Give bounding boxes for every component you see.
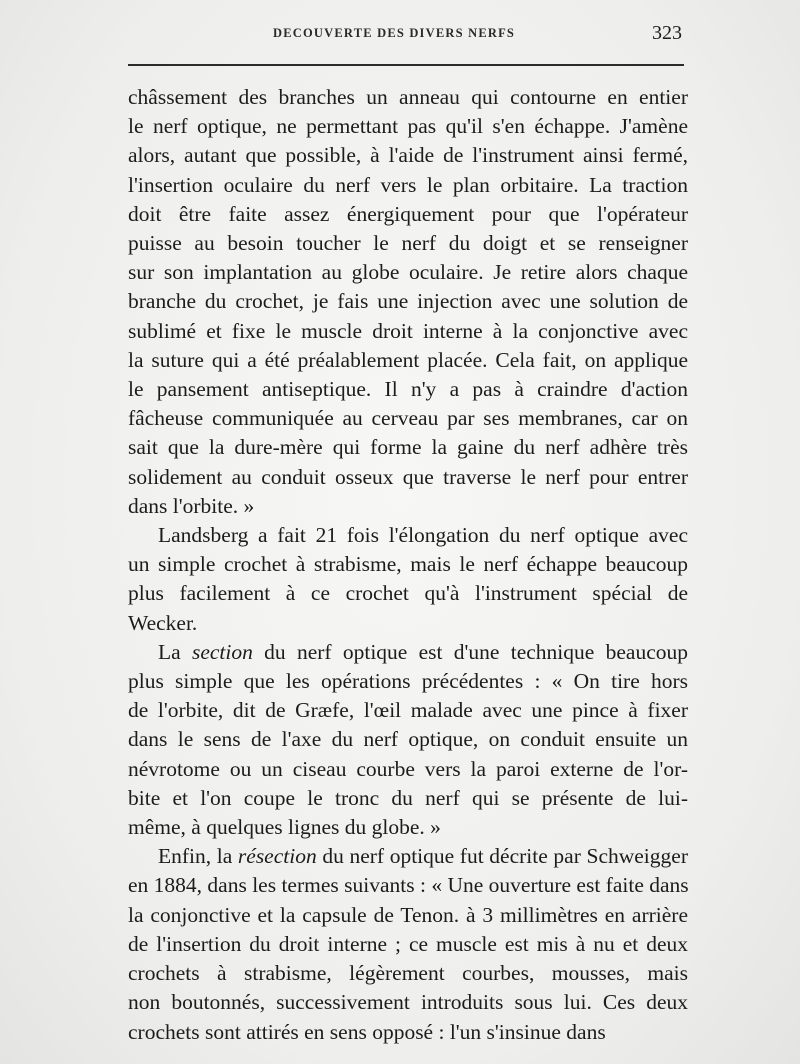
paragraph-p4	[128, 842, 688, 1046]
text-line: La section du nerf optique est d'une technique beaucoup	[158, 639, 688, 664]
body-text	[128, 83, 688, 1047]
running-title: DECOUVERTE DES DIVERS NERFS	[273, 26, 516, 40]
text-line: sur son implantation au globe oculaire. Je retire alors chaque	[128, 260, 688, 285]
text-line: sait que la dure-mère qui forme la gaine du nerf adhère très	[128, 435, 688, 460]
page-header	[128, 24, 688, 48]
text-line: branche du crochet, je fais une injection avec une solution de	[128, 289, 688, 314]
text-line: dans le sens de l'axe du nerf optique, on conduit ensuite un	[128, 727, 688, 752]
text-line: le nerf optique, ne permettant pas qu'il s'en échappe. J'amène	[128, 114, 688, 139]
text-line: le pansement antiseptique. Il n'y a pas à craindre d'action	[128, 377, 688, 402]
page-number: 323	[652, 22, 682, 44]
text-line: sublimé et fixe le muscle droit interne à la conjonctive avec	[128, 318, 688, 343]
text-line: Enfin, la résection du nerf optique fut décrite par Schweigger	[158, 844, 688, 869]
text-line: bite et l'on coupe le tronc du nerf qui se présente de lui-	[128, 785, 688, 810]
text-line: même, à quelques lignes du globe. »	[128, 815, 441, 840]
paragraph-p3	[128, 638, 688, 842]
text-line: névrotome ou un ciseau courbe vers la paroi externe de l'or-	[128, 756, 688, 781]
paragraph-p2	[128, 521, 688, 638]
text-line: Landsberg a fait 21 fois l'élongation du nerf optique avec	[158, 523, 688, 548]
text-line: Wecker.	[128, 610, 198, 635]
text-line: fâcheuse communiquée au cerveau par ses membranes, car on	[128, 406, 688, 431]
paragraph-p1	[128, 83, 688, 521]
text-line: la suture qui a été préalablement placée. Cela fait, on applique	[128, 347, 688, 372]
text-line: crochets sont attirés en sens opposé : l'un s'insinue dans	[128, 1019, 606, 1044]
text-line: en 1884, dans les termes suivants : « Une ouverture est faite dans	[128, 873, 689, 898]
text-line: de l'insertion du droit interne ; ce muscle est mis à nu et deux	[128, 931, 688, 956]
text-line: l'insertion oculaire du nerf vers le plan orbitaire. La traction	[128, 172, 688, 197]
text-line: non boutonnés, successivement introduits sous lui. Ces deux	[128, 990, 688, 1015]
text-line: solidement au conduit osseux que traverse le nerf pour entrer	[128, 464, 688, 489]
text-line: alors, autant que possible, à l'aide de l'instrument ainsi fermé,	[128, 143, 688, 168]
text-line: de l'orbite, dit de Græfe, l'œil malade avec une pince à fixer	[128, 698, 688, 723]
text-line: un simple crochet à strabisme, mais le nerf échappe beaucoup	[128, 552, 688, 577]
text-line: puisse au besoin toucher le nerf du doigt et se renseigner	[128, 231, 688, 256]
header-rule	[128, 64, 684, 66]
text-line: la conjonctive et la capsule de Tenon. à 3 millimètres en arrière	[128, 902, 688, 927]
text-line: dans l'orbite. »	[128, 493, 255, 518]
text-line: plus facilement à ce crochet qu'à l'instrument spécial de	[128, 581, 688, 606]
text-line: châssement des branches un anneau qui contourne en entier	[128, 85, 688, 109]
text-line: crochets à strabisme, légèrement courbes, mousses, mais	[128, 961, 688, 986]
text-line: doit être faite assez énergiquement pour que l'opérateur	[128, 201, 688, 226]
text-line: plus simple que les opérations précédentes : « On tire hors	[128, 669, 688, 694]
